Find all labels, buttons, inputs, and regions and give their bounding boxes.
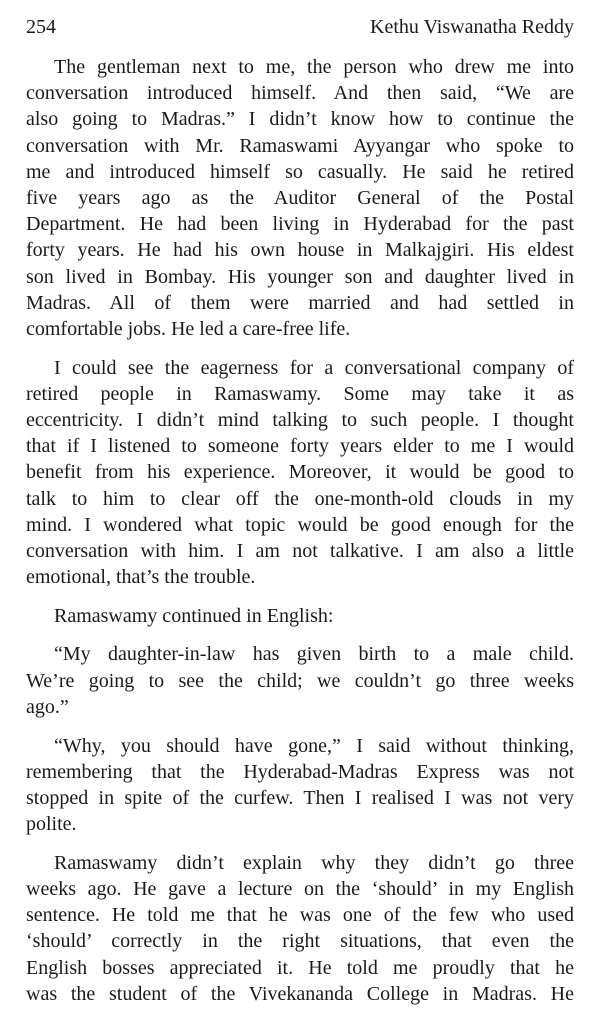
text-line: weeks ago. He gave a lecture on the ‘should’ in my English — [26, 877, 574, 900]
text-line: was the student of the Vivekananda College in Madras. He — [26, 982, 574, 1005]
text-line: I could see the eagerness for a conversational company of — [54, 356, 574, 379]
text-line: that if I listened to someone forty years elder to me I would — [26, 435, 574, 458]
text-line: English bosses appreciated it. He told me proudly that he — [26, 956, 574, 979]
text-line: son lived in Bombay. His younger son and daughter lived in — [26, 265, 574, 288]
text-line: The gentleman next to me, the person who drew me into — [54, 56, 574, 78]
text-line: Department. He had been living in Hyderabad for the past — [26, 213, 574, 236]
text-line: five years ago as the Auditor General of the Postal — [26, 186, 574, 209]
paragraph-6 — [26, 850, 574, 1007]
text-line: conversation introduced himself. And then said, “We are — [26, 82, 574, 105]
text-line: mind. I wondered what topic would be good enough for the — [26, 513, 574, 536]
text-line: “Why, you should have gone,” I said without thinking, — [54, 734, 574, 757]
text-line: Ramaswamy didn’t explain why they didn’t go three — [54, 851, 574, 874]
text-line: remembering that the Hyderabad-Madras Express was not — [26, 760, 574, 783]
text-line: sentence. He told me that he was one of the few who used — [26, 904, 574, 927]
text-line: talk to him to clear off the one-month-old clouds in my — [26, 487, 574, 510]
running-head — [26, 14, 574, 40]
text-line: conversation with Mr. Ramaswami Ayyangar who spoke to — [26, 134, 574, 157]
running-title: Kethu Viswanatha Reddy — [370, 16, 574, 38]
page-number: 254 — [26, 16, 56, 38]
text-line: me and introduced himself so casually. He said he retired — [26, 160, 574, 183]
paragraph-3 — [26, 603, 574, 629]
text-line: stopped in spite of the curfew. Then I realised I was not very — [26, 786, 574, 809]
text-line: retired people in Ramaswamy. Some may take it as — [26, 382, 574, 405]
text-line: also going to Madras.” I didn’t know how to continue the — [26, 108, 574, 131]
paragraph-2 — [26, 355, 574, 591]
text-line: comfortable jobs. He led a care-free life. — [26, 317, 351, 340]
text-line: polite. — [26, 813, 77, 836]
body-text — [26, 54, 574, 1019]
paragraph-5 — [26, 733, 574, 838]
text-line: conversation with him. I am not talkative. I am also a little — [26, 539, 574, 562]
text-line: forty years. He had his own house in Malkajgiri. His eldest — [26, 239, 574, 262]
text-line: “My daughter-in-law has given birth to a male child. — [54, 643, 574, 666]
text-line: ago.” — [26, 695, 69, 718]
text-line: ‘should’ correctly in the right situations, that even the — [26, 930, 574, 953]
text-line: emotional, that’s the trouble. — [26, 566, 256, 589]
text-line: We’re going to see the child; we couldn’t go three weeks — [26, 669, 574, 692]
text-line: eccentricity. I didn’t mind talking to such people. I thought — [26, 408, 574, 431]
text-line: Madras. All of them were married and had settled in — [26, 291, 574, 314]
text-line: benefit from his experience. Moreover, it would be good to — [26, 461, 574, 484]
text-line: Ramaswamy continued in English: — [54, 604, 334, 627]
paragraph-4 — [26, 641, 574, 720]
paragraph-1 — [26, 54, 574, 342]
